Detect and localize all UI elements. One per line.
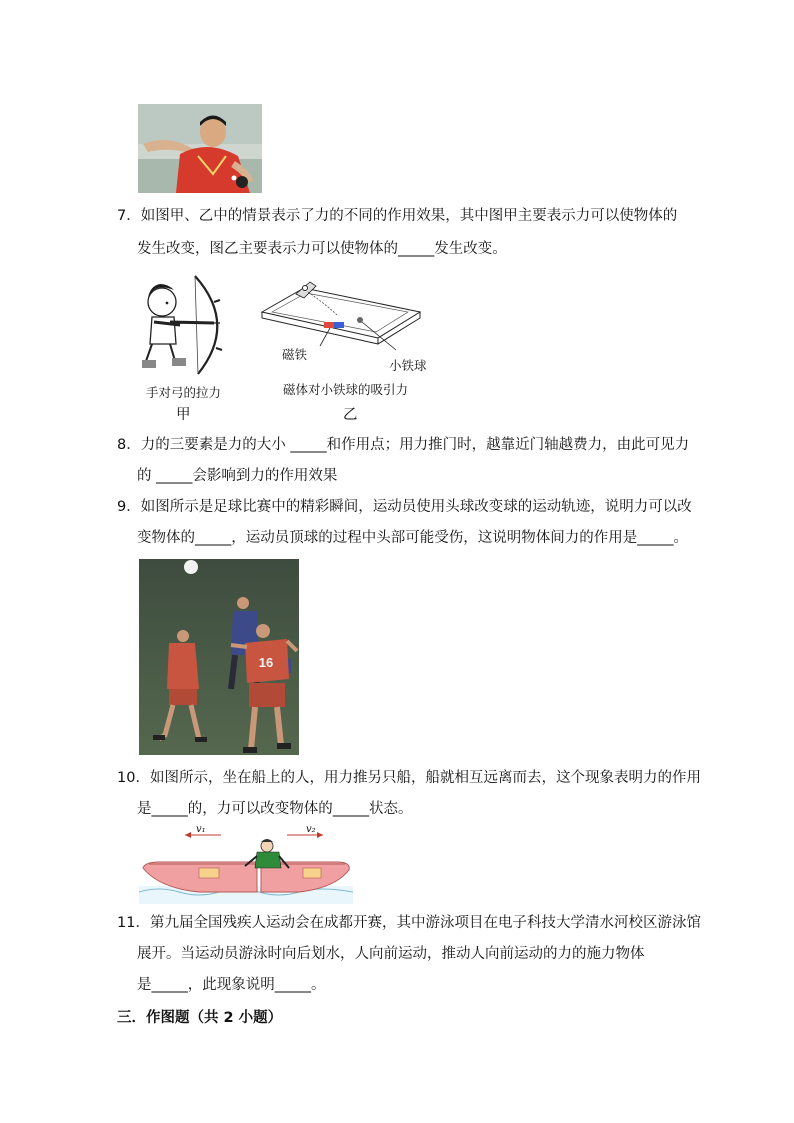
figure-yi-caption: 磁体对小铁球的吸引力	[283, 382, 409, 397]
q9-line-2: 变物体的_____，运动员顶球的过程中头部可能受伤，这说明物体间力的作用是_____。	[137, 530, 688, 546]
section-3-heading: 三．作图题（共 2 小题）	[117, 1010, 283, 1026]
q10-line-2: 是_____的，力可以改变物体的_____状态。	[137, 801, 413, 817]
figure-yi-label: 乙	[343, 407, 358, 423]
table-tennis-photo	[138, 104, 262, 193]
magnet-label: 磁铁	[282, 347, 308, 362]
q8-line-2: 的 _____会影响到力的作用效果	[137, 468, 338, 484]
jersey-number: 16	[258, 655, 274, 670]
soccer-photo	[139, 559, 299, 755]
boats-illustration	[139, 822, 353, 904]
q11-line-2: 展开。当运动员游泳时向后划水，人向前运动，推动人向前运动的力的施力物体	[137, 946, 645, 962]
q10-line-1: 10．如图所示，坐在船上的人，用力推另只船，船就相互远离而去，这个现象表明力的作用	[117, 770, 701, 786]
q11-line-3: 是_____，此现象说明_____。	[137, 977, 326, 993]
velocity-v2-label: v₂	[306, 824, 316, 835]
figure-jia-label: 甲	[176, 407, 191, 423]
q7-line-2: 发生改变，图乙主要表示力可以使物体的_____发生改变。	[137, 241, 507, 257]
q8-line-1: 8．力的三要素是力的大小 _____和作用点；用力推门时，越靠近门轴越费力，由此可见力	[117, 437, 690, 453]
velocity-v1-label: v₁	[196, 824, 206, 835]
q7-line-1: 7．如图甲、乙中的情景表示了力的不同的作用效果，其中图甲主要表示力可以使物体的	[117, 208, 678, 224]
q9-line-1: 9．如图所示是足球比赛中的精彩瞬间，运动员使用头球改变球的运动轨迹，说明力可以改	[117, 499, 692, 515]
q11-line-1: 11．第九届全国残疾人运动会在成都开赛，其中游泳项目在电子科技大学清水河校区游泳馆	[117, 915, 701, 931]
archer-illustration	[140, 272, 232, 378]
magnet-ball-illustration	[258, 280, 426, 352]
figure-jia-caption: 手对弓的拉力	[146, 385, 222, 400]
iron-ball-label: 小铁球	[389, 358, 427, 373]
